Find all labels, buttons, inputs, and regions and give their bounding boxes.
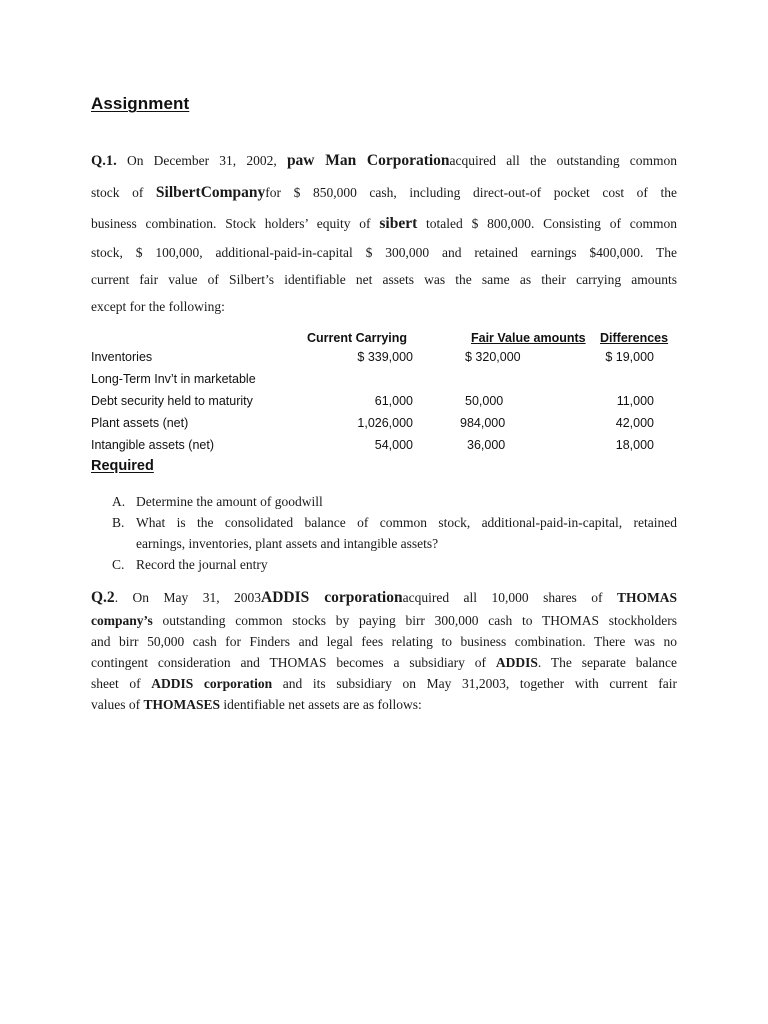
header-carrying: Current Carrying bbox=[307, 331, 408, 345]
q1-line-2: stock of SilbertCompanyfor $ 850,000 cash, including direct-out-of pocket cost of the bbox=[91, 184, 677, 201]
question-1 bbox=[91, 145, 677, 320]
company-name: ADDIS corporation bbox=[261, 589, 403, 606]
q2-line-6: values of THOMASES identifiable net assets are as follows: bbox=[91, 697, 422, 712]
company-name: SilbertCompany bbox=[155, 184, 266, 201]
table-row: Long-Term Inv’t in marketable bbox=[91, 372, 256, 386]
list-item: A. Determine the amount of goodwill bbox=[112, 491, 677, 512]
list-marker: C. bbox=[112, 557, 125, 572]
q2-line-5: sheet of ADDIS corporation and its subsidiary on May 31,2003, together with current fair bbox=[91, 676, 677, 691]
table-row: Plant assets (net) 1,026,000 984,000 42,000 bbox=[91, 416, 654, 430]
header-fair-value: Fair Value amounts bbox=[471, 331, 586, 345]
company-name: sibert bbox=[379, 215, 418, 232]
q2-line-2: company’s outstanding common stocks by paying birr 300,000 cash to THOMAS stockholders bbox=[91, 613, 677, 628]
q1-line-4: stock, $ 100,000, additional-paid-in-capital $ 300,000 and retained earnings $400,000. The bbox=[91, 245, 677, 260]
table-row: Inventories $ 339,000 $ 320,000 $ 19,000 bbox=[91, 350, 654, 364]
q1-line-6: except for the following: bbox=[91, 299, 225, 314]
q1-line-5: current fair value of Silbert’s identifiable net assets was the same as their carrying amounts bbox=[91, 272, 677, 287]
page-title: Assignment bbox=[91, 94, 190, 113]
table-row: Intangible assets (net) 54,000 36,000 18,000 bbox=[91, 438, 654, 452]
list-marker: B. bbox=[112, 515, 125, 530]
list-marker: A. bbox=[112, 494, 126, 509]
q2-label: Q.2 bbox=[91, 589, 115, 606]
question-2 bbox=[91, 586, 677, 715]
q1-line-1: Q.1. On December 31, 2002, paw Man Corporationacquired all the outstanding common bbox=[91, 152, 677, 169]
q1-line-3: business combination. Stock holders’ equity of sibert totaled $ 800,000. Consisting of common bbox=[91, 215, 677, 232]
company-name: paw Man Corporation bbox=[286, 152, 450, 169]
table-row: Debt security held to maturity 61,000 50,000 11,000 bbox=[91, 394, 654, 408]
q2-line-3: and birr 50,000 cash for Finders and legal fees relating to business combination. There was no bbox=[91, 634, 677, 649]
q2-line-4: contingent consideration and THOMAS becomes a subsidiary of ADDIS. The separate balance bbox=[91, 655, 678, 670]
required-heading: Required bbox=[91, 458, 154, 474]
q2-line-1: Q.2. On May 31, 2003ADDIS corporationacquired all 10,000 shares of THOMAS bbox=[91, 589, 677, 606]
q1-label: Q.1. bbox=[91, 153, 117, 169]
list-item: C. Record the journal entry bbox=[112, 554, 677, 575]
header-differences: Differences bbox=[600, 331, 669, 345]
list-item: B. What is the consolidated balance of common stock, additional-paid-in-capital, retained earnings, inventories, plant assets and intangible assets? bbox=[112, 512, 677, 554]
task-list bbox=[112, 491, 677, 575]
